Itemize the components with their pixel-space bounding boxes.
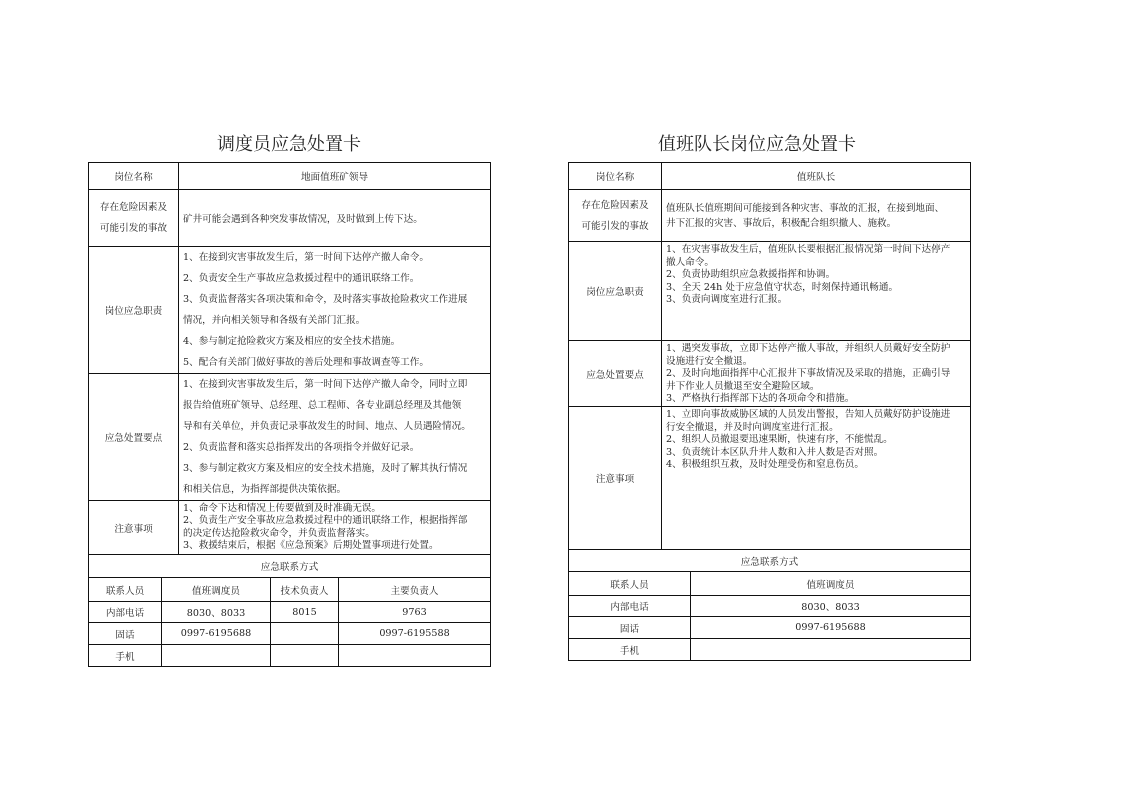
post-name-label: 岗位名称 bbox=[89, 163, 179, 190]
left-card-title: 调度员应急处置卡 bbox=[217, 134, 361, 155]
post-name-value: 值班队长 bbox=[662, 163, 971, 190]
contact-row bbox=[89, 578, 491, 602]
contact-row bbox=[569, 639, 971, 661]
contact-cell: 9763 bbox=[339, 602, 491, 623]
post-name-label: 岗位名称 bbox=[569, 163, 662, 190]
hazard-label: 存在危险因素及 可能引发的事故 bbox=[89, 190, 179, 247]
contact-cell: 8030、8033 bbox=[691, 596, 971, 617]
response-text: 1、遇突发事故，立即下达停产撤人事故，并组织人员戴好安全防护 设施进行安全撤退。 2、及时向地面指挥中心汇报井下事故情况及采取的措施，正确引导 井下作业人员撤退至安全避险区域。 3、严格执行指挥部下达的各项命令和措施。 bbox=[662, 341, 971, 407]
contact-cell: 0997-6195688 bbox=[691, 617, 971, 639]
contact-cell: 固话 bbox=[89, 623, 162, 645]
contact-cell bbox=[271, 623, 339, 645]
contact-cell: 手机 bbox=[569, 639, 691, 661]
contact-cell: 8015 bbox=[271, 602, 339, 623]
contact-cell: 联系人员 bbox=[569, 572, 691, 596]
contact-title: 应急联系方式 bbox=[89, 555, 491, 578]
contact-row bbox=[89, 602, 491, 623]
hazard-label: 存在危险因素及 可能引发的事故 bbox=[569, 190, 662, 242]
contact-title: 应急联系方式 bbox=[569, 550, 971, 572]
contact-cell: 联系人员 bbox=[89, 578, 162, 602]
contact-row bbox=[89, 645, 491, 667]
response-label: 应急处置要点 bbox=[569, 341, 662, 407]
notes-text: 1、立即向事故威胁区域的人员发出警报，告知人员戴好防护设施进 行安全撤退，并及时向调度室进行汇报。 2、组织人员撤退要迅速果断，快速有序，不能慌乱。 3、负责统计本区队升井人数和入井人数是否对照。 4、积极组织互救，及时处理受伤和窒息伤员。 bbox=[662, 407, 971, 550]
contact-row bbox=[569, 617, 971, 639]
contact-cell: 主要负责人 bbox=[339, 578, 491, 602]
contact-cell bbox=[339, 645, 491, 667]
contact-cell bbox=[162, 645, 271, 667]
contact-row bbox=[569, 596, 971, 617]
duties-label: 岗位应急职责 bbox=[89, 247, 179, 374]
contact-cell: 值班调度员 bbox=[162, 578, 271, 602]
contact-cell bbox=[691, 639, 971, 661]
right-card-title: 值班队长岗位应急处置卡 bbox=[658, 134, 856, 155]
duties-text: 1、在灾害事故发生后，值班队长要根据汇报情况第一时间下达停产 撤人命令。 2、负责协助组织应急救援指挥和协调。 3、全天 24h 处于应急值守状态，时刻保持通讯畅通。 3、负责向调度室进行汇报。 bbox=[662, 242, 971, 341]
duties-label: 岗位应急职责 bbox=[569, 242, 662, 341]
contact-cell: 8030、8033 bbox=[162, 602, 271, 623]
contact-cell: 内部电话 bbox=[569, 596, 691, 617]
contact-cell: 固话 bbox=[569, 617, 691, 639]
contact-cell: 手机 bbox=[89, 645, 162, 667]
notes-label: 注意事项 bbox=[89, 501, 179, 555]
notes-text: 1、命令下达和情况上传要做到及时准确无误。 2、负责生产安全事故应急救援过程中的通讯联络工作，根据指挥部 的决定传达抢险救灾命令，并负责监督落实。 3、救援结束后，根据《应急预案》后期处置事项进行处置。 bbox=[179, 501, 491, 555]
right-emergency-card-table bbox=[568, 162, 971, 661]
contact-cell: 技术负责人 bbox=[271, 578, 339, 602]
left-emergency-card-table bbox=[88, 162, 491, 667]
contact-row bbox=[569, 572, 971, 596]
contact-cell: 0997-6195588 bbox=[339, 623, 491, 645]
hazard-text: 矿井可能会遇到各种突发事故情况，及时做到上传下达。 bbox=[179, 190, 491, 247]
contact-cell: 值班调度员 bbox=[691, 572, 971, 596]
contact-cell: 内部电话 bbox=[89, 602, 162, 623]
duties-text: 1、在接到灾害事故发生后，第一时间下达停产撤人命令。 2、负责安全生产事故应急救援过程中的通讯联络工作。 3、负责监督落实各项决策和命令，及时落实事故抢险救灾工作进展 情况，并向相关领导和各级有关部门汇报。 4、参与制定抢险救灾方案及相应的安全技术措施。 5、配合有关部门做好事故的善后处理和事故调查等工作。 bbox=[179, 247, 491, 374]
contact-cell bbox=[271, 645, 339, 667]
response-text: 1、在接到灾害事故发生后，第一时间下达停产撤人命令，同时立即 报告给值班矿领导、总经理、总工程师、各专业副总经理及其他领 导和有关单位，并负责记录事故发生的时间、地点、人员遇险情况。 2、负责监督和落实总指挥发出的各项指令并做好记录。 3、参与制定救灾方案及相应的安全技术措施，及时了解其执行情况 和相关信息，为指挥部提供决策依据。 bbox=[179, 374, 491, 501]
hazard-text: 值班队长值班期间可能接到各种灾害、事故的汇报，在接到地面、 井下汇报的灾害、事故后，积极配合组织撤人、施救。 bbox=[662, 190, 971, 242]
response-label: 应急处置要点 bbox=[89, 374, 179, 501]
contact-row bbox=[89, 623, 491, 645]
contact-cell: 0997-6195688 bbox=[162, 623, 271, 645]
post-name-value: 地面值班矿领导 bbox=[179, 163, 491, 190]
notes-label: 注意事项 bbox=[569, 407, 662, 550]
